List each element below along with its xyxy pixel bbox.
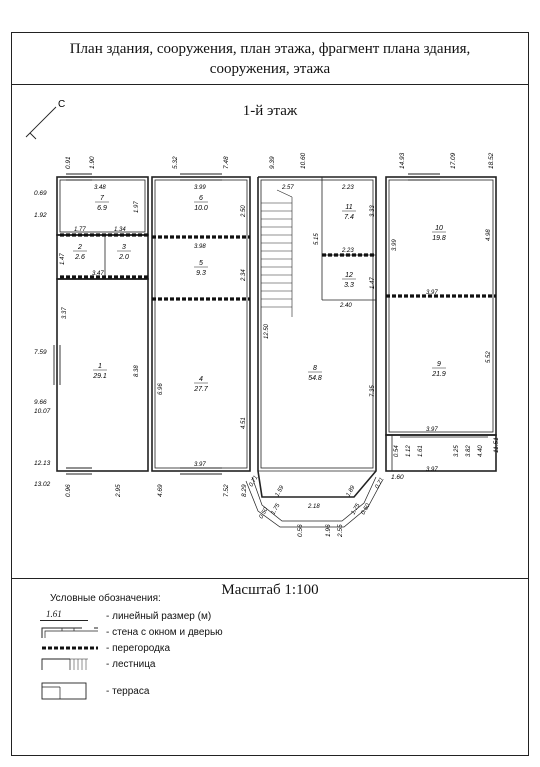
svg-text:5.32: 5.32 — [172, 156, 179, 169]
room-3-num: 3 — [122, 244, 126, 251]
room-6-num: 6 — [199, 195, 203, 202]
svg-text:0.56: 0.56 — [297, 524, 304, 537]
room-2-area: 2.6 — [75, 254, 85, 261]
stairs — [261, 190, 292, 317]
svg-text:1.96: 1.96 — [325, 524, 332, 537]
svg-text:3.97: 3.97 — [426, 290, 438, 296]
svg-text:9.39: 9.39 — [269, 156, 276, 169]
svg-text:7.52: 7.52 — [223, 484, 230, 497]
room-10-num: 10 — [435, 225, 443, 232]
title-line-1: План здания, сооружения, план этажа, фрагмент плана здания, — [69, 40, 471, 57]
legend-title: Условные обозначения: — [50, 593, 161, 604]
svg-text:2.23: 2.23 — [342, 185, 354, 191]
svg-text:12.13: 12.13 — [34, 460, 51, 467]
svg-text:1.75: 1.75 — [270, 502, 282, 516]
outer-walls — [57, 177, 496, 497]
svg-text:0.91: 0.91 — [65, 156, 72, 169]
title-line-2: сооружения, этажа — [209, 60, 331, 77]
room-4-area: 27.7 — [194, 386, 208, 393]
legend-text-wall: - стена с окном и дверью — [106, 626, 223, 638]
legend-text-dimension: - линейный размер (м) — [106, 610, 212, 622]
svg-text:4.69: 4.69 — [157, 484, 164, 497]
svg-text:1.77: 1.77 — [74, 227, 86, 233]
legend-row-wall — [40, 625, 223, 639]
svg-text:0.96: 0.96 — [65, 484, 72, 497]
svg-text:1.47: 1.47 — [60, 253, 66, 265]
svg-text:2.55: 2.55 — [337, 524, 344, 537]
room-2-num: 2 — [78, 244, 82, 251]
svg-text:7.35: 7.35 — [370, 385, 376, 397]
svg-text:1.97: 1.97 — [134, 201, 140, 213]
room-11-num: 11 — [345, 204, 353, 211]
dimension-symbol — [40, 609, 102, 623]
room-3-area: 2.0 — [119, 254, 129, 261]
svg-text:7.48: 7.48 — [223, 156, 230, 169]
svg-text:10.60: 10.60 — [300, 152, 307, 169]
svg-text:3.37: 3.37 — [62, 307, 68, 319]
room-9-area: 21.9 — [432, 371, 446, 378]
room-12-num: 12 — [345, 272, 353, 279]
room-1-area: 29.1 — [93, 373, 107, 380]
room-3 — [117, 244, 131, 261]
svg-text:2.40: 2.40 — [340, 303, 352, 309]
svg-text:3.33: 3.33 — [370, 205, 376, 217]
svg-text:17.09: 17.09 — [450, 152, 457, 169]
svg-text:0.50: 0.50 — [360, 502, 372, 516]
svg-text:0.54: 0.54 — [394, 445, 400, 457]
svg-text:2.18: 2.18 — [308, 504, 320, 510]
svg-text:0.50: 0.50 — [258, 506, 270, 520]
svg-text:5.15: 5.15 — [314, 233, 320, 245]
svg-text:0.69: 0.69 — [34, 190, 47, 197]
svg-text:9.66: 9.66 — [34, 399, 47, 406]
svg-text:11.51: 11.51 — [493, 437, 500, 453]
svg-text:13.02: 13.02 — [34, 481, 51, 488]
dims-top — [65, 152, 495, 169]
svg-text:14.93: 14.93 — [399, 152, 406, 169]
room-10-area: 19.8 — [432, 235, 446, 242]
svg-text:1.92: 1.92 — [34, 212, 47, 219]
document-frame — [11, 32, 529, 756]
svg-text:2.50: 2.50 — [241, 205, 247, 217]
svg-text:2.23: 2.23 — [342, 248, 354, 254]
legend-row-partition — [40, 641, 170, 655]
svg-text:3.82: 3.82 — [466, 445, 472, 457]
room-2 — [73, 244, 87, 261]
room-1-num: 1 — [98, 363, 102, 370]
wall-symbol — [40, 625, 102, 639]
svg-text:4.51: 4.51 — [241, 417, 247, 429]
room-5-num: 5 — [199, 260, 203, 267]
plan-box — [12, 85, 528, 579]
room-7-num: 7 — [100, 195, 104, 202]
legend-text-stairs: - лестница — [106, 658, 156, 670]
dims-left — [34, 190, 51, 488]
svg-text:3.97: 3.97 — [426, 467, 438, 473]
svg-text:3.47: 3.47 — [92, 271, 104, 277]
room-12-area: 3.3 — [344, 282, 354, 289]
room-4-num: 4 — [199, 376, 203, 383]
svg-text:7.59: 7.59 — [34, 349, 47, 356]
room-7-area: 6.9 — [97, 205, 107, 212]
svg-text:4.40: 4.40 — [478, 445, 484, 457]
svg-text:1.12: 1.12 — [406, 445, 412, 457]
room-labels — [73, 195, 446, 393]
legend-dim-example: 1.61 — [46, 609, 62, 619]
room-4 — [193, 376, 209, 393]
svg-text:2.95: 2.95 — [115, 484, 122, 497]
room-5-area: 9.3 — [196, 270, 206, 277]
legend-row-terrace — [40, 681, 149, 701]
svg-text:3.99: 3.99 — [194, 185, 206, 191]
svg-text:3.25: 3.25 — [454, 445, 460, 457]
svg-text:6.96: 6.96 — [158, 383, 164, 395]
floor-plan — [12, 85, 528, 577]
svg-text:1.47: 1.47 — [370, 277, 376, 289]
svg-text:0.71: 0.71 — [374, 476, 386, 490]
room-11 — [342, 204, 356, 221]
svg-text:3.48: 3.48 — [94, 185, 106, 191]
room-9-num: 9 — [437, 361, 441, 368]
svg-text:5.52: 5.52 — [486, 351, 492, 363]
svg-text:2.34: 2.34 — [241, 269, 247, 281]
svg-text:18.52: 18.52 — [488, 152, 495, 169]
svg-text:1.61: 1.61 — [418, 445, 424, 457]
partition-symbol — [40, 641, 102, 655]
svg-text:1.90: 1.90 — [89, 156, 96, 169]
svg-text:1.59: 1.59 — [274, 484, 286, 498]
room-7 — [95, 195, 109, 212]
compass-icon — [26, 99, 65, 139]
scale-label: Масштаб 1:100 — [221, 582, 319, 598]
svg-text:3.99: 3.99 — [392, 239, 398, 251]
room-12 — [342, 272, 356, 289]
svg-text:4.98: 4.98 — [486, 229, 492, 241]
svg-text:3.97: 3.97 — [426, 427, 438, 433]
svg-text:12.50: 12.50 — [264, 323, 270, 339]
svg-text:8.38: 8.38 — [134, 365, 140, 377]
svg-text:3.97: 3.97 — [194, 462, 206, 468]
svg-text:3.98: 3.98 — [194, 244, 206, 250]
room-8-area: 54.8 — [308, 375, 322, 382]
legend-text-terrace: - терраса — [106, 685, 150, 697]
room-6 — [194, 195, 208, 212]
room-6-area: 10.0 — [194, 205, 208, 212]
svg-text:8.29: 8.29 — [241, 484, 248, 497]
svg-text:10.07: 10.07 — [34, 408, 51, 415]
room-10 — [432, 225, 446, 242]
room-8 — [308, 365, 322, 382]
room-5 — [194, 260, 208, 277]
svg-text:2.57: 2.57 — [282, 185, 294, 191]
terrace-symbol — [40, 681, 102, 701]
bay-steps — [246, 474, 382, 527]
floor-label: 1-й этаж — [242, 103, 298, 119]
svg-text:1.34: 1.34 — [114, 227, 126, 233]
svg-text:1.75: 1.75 — [350, 502, 362, 516]
room-11-area: 7.4 — [344, 214, 354, 221]
svg-text:0.71: 0.71 — [248, 474, 260, 488]
legend-row-stairs — [40, 657, 155, 671]
legend-text-partition: - перегородка — [106, 642, 171, 654]
legend-row-dimension — [40, 609, 211, 623]
compass-label: С — [58, 99, 66, 110]
svg-text:1.89: 1.89 — [345, 484, 357, 498]
title-box — [12, 33, 528, 85]
room-8-num: 8 — [313, 365, 317, 372]
room-9 — [431, 361, 446, 378]
svg-text:1.60: 1.60 — [391, 474, 404, 481]
stairs-symbol — [40, 657, 102, 671]
room-1 — [92, 363, 107, 380]
